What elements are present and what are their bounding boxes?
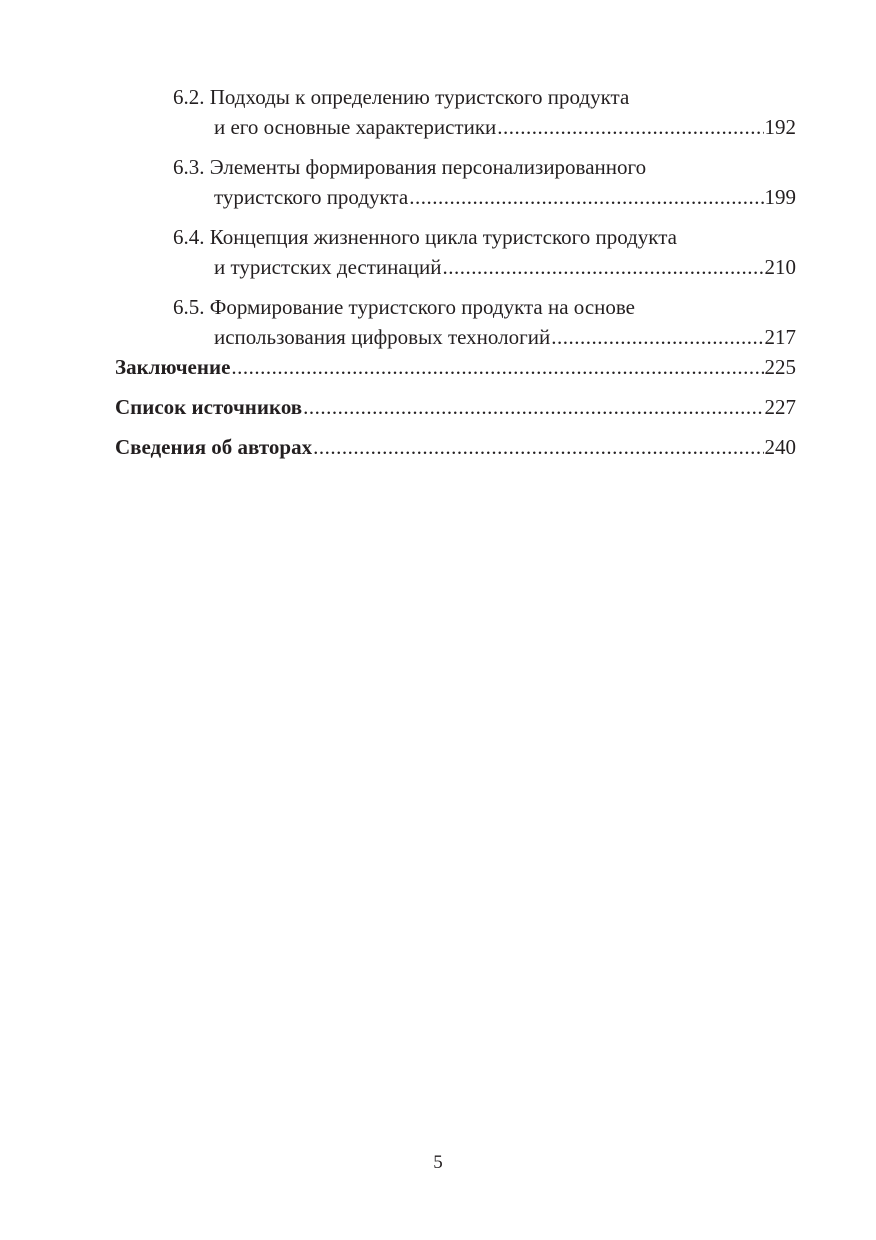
toc-entry-references[interactable]: [115, 392, 796, 422]
section-title-continued: туристского продукта: [214, 185, 409, 209]
chapter-title: Сведения об авторах: [115, 435, 313, 459]
toc-entry-6-4[interactable]: [115, 222, 796, 282]
section-title: Подходы к определению туристского продукта: [209, 85, 630, 109]
toc-entry-conclusion[interactable]: [115, 352, 796, 382]
dot-leader: [409, 182, 763, 212]
page-number: 217: [764, 325, 796, 349]
section-title: Концепция жизненного цикла туристского продукта: [209, 225, 677, 249]
section-title-continued: и туристских дестинаций: [214, 255, 442, 279]
section-number: 6.3.: [173, 155, 205, 179]
section-title: Формирование туристского продукта на основе: [209, 295, 635, 319]
dot-leader: [303, 392, 763, 422]
dot-leader: [231, 352, 763, 382]
toc-entry-authors[interactable]: [115, 432, 796, 462]
dot-leader: [313, 432, 763, 462]
section-number: 6.4.: [173, 225, 205, 249]
dot-leader: [497, 112, 763, 142]
page-number: 199: [764, 185, 796, 209]
chapter-title: Заключение: [115, 355, 231, 379]
toc-entry-6-2[interactable]: [115, 82, 796, 142]
toc-entry-6-5[interactable]: [115, 292, 796, 352]
page-folio-number: 5: [433, 1152, 443, 1173]
section-number: 6.5.: [173, 295, 205, 319]
page-number: 227: [764, 395, 796, 419]
chapter-title: Список источников: [115, 395, 303, 419]
page-number: 210: [764, 255, 796, 279]
page-number: 192: [764, 115, 796, 139]
dot-leader: [551, 322, 763, 352]
section-title-continued: и его основные характеристики: [214, 115, 497, 139]
dot-leader: [442, 252, 763, 282]
section-title-continued: использования цифровых технологий: [214, 325, 551, 349]
toc-entry-6-3[interactable]: [115, 152, 796, 212]
table-of-contents: [115, 82, 796, 472]
section-number: 6.2.: [173, 85, 205, 109]
page-number: 240: [764, 435, 796, 459]
page-number: 225: [764, 355, 796, 379]
section-title: Элементы формирования персонализированного: [209, 155, 647, 179]
